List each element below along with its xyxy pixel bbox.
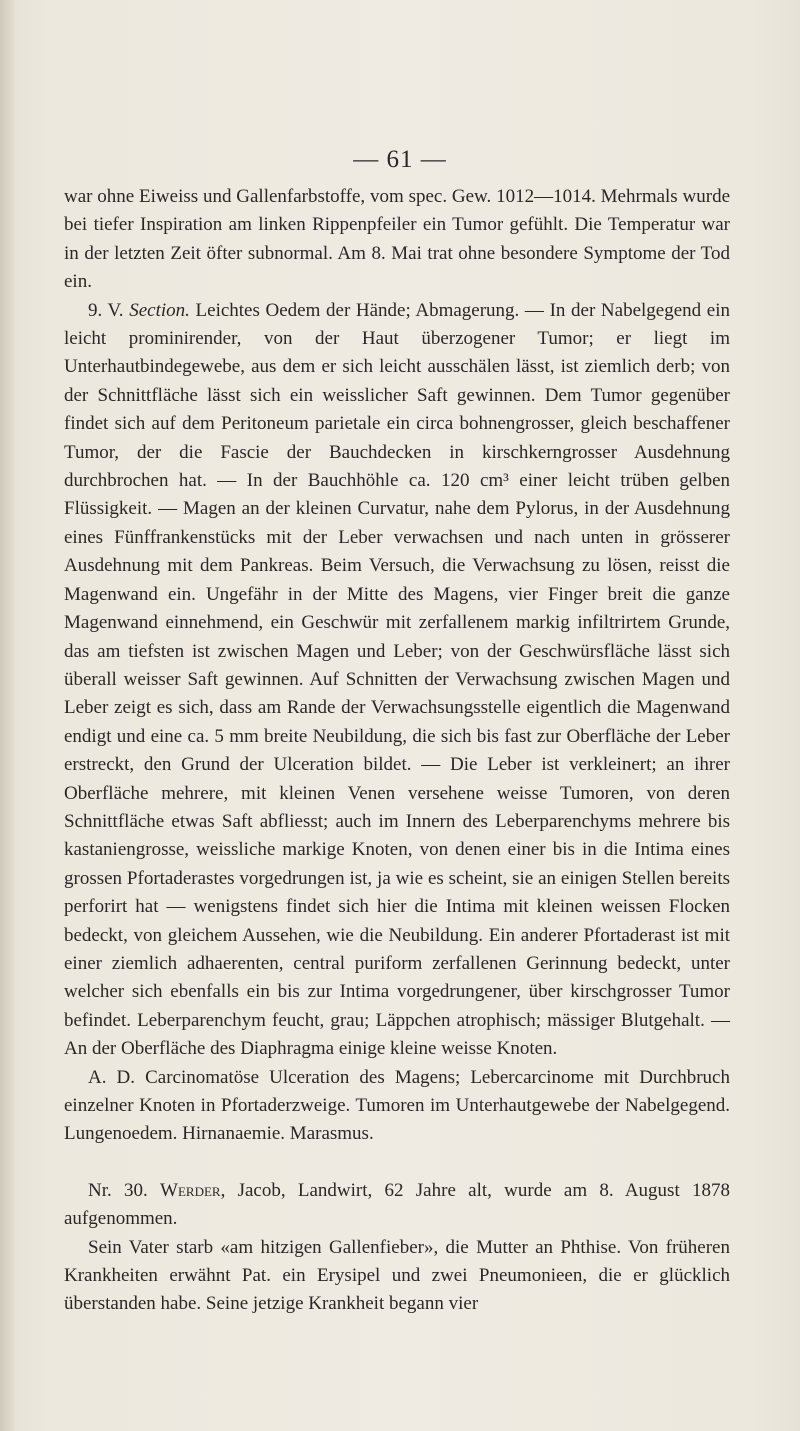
body-text <box>64 183 730 1319</box>
paragraph-2-body: Leichtes Oedem der Hände; Abmagerung. — In der Nabelgegend ein leicht prominirender, von der Haut überzogener Tumor; er liegt im Unterhautbindegewebe, aus dem er sich leicht ausschälen lässt, ist ziemlich derb; von der Schnittfläche lässt sich ein weisslicher Saft gewinnen. Dem Tumor gegenüber findet sich auf dem Peritoneum parietale ein circa bohnengrosser, gleich beschaffener Tumor, der die Fascie der Bauchdecken in kirschkerngrosser Ausdehnung durchbrochen hat. — In der Bauchhöhle ca. 120 cm³ einer leicht trüben gelben Flüssigkeit. — Magen an der kleinen Curvatur, nahe dem Pylorus, in der Ausdehnung eines Fünffrankenstücks mit der Leber verwachsen und nach unten in grösserer Ausdehnung mit dem Pankreas. Beim Versuch, die Verwachsung zu lösen, reisst die Magenwand ein. Ungefähr in der Mitte des Magens, vier Finger breit die ganze Magenwand einnehmend, ein Geschwür mit zerfallenem markig infiltrirtem Grunde, das am tiefsten ist zwischen Magen und Leber; von der Geschwürsfläche lässt sich überall weisser Saft gewinnen. Auf Schnitten der Verwachsung zwischen Magen und Leber zeigt es sich, dass am Rande der Verwachsungsstelle eigentlich die Magenwand endigt und eine ca. 5 mm breite Neubildung, die sich bis fast zur Oberfläche der Leber erstreckt, den Grund der Ulceration bildet. — Die Leber ist verkleinert; an ihrer Oberfläche mehrere, mit kleinen Venen versehene weisse Tumoren, von deren Schnittfläche etwas Saft abfliesst; auch im Innern des Leberparenchyms mehrere bis kastaniengrosse, weissliche markige Knoten, von denen einer bis in die Intima eines grossen Pfortaderastes vorgedrungen ist, ja wie es scheint, sie an einigen Stellen bereits perforirt hat — wenigstens findet sich hier die Intima mit kleinen weissen Flocken bedeckt, von gleichem Aussehen, wie die Neubildung. Ein anderer Pfortaderast ist mit einer ziemlich adhaerenten, central puriform zerfallenen Gerinnung bedeckt, unter welcher sich ebenfalls ein bis zur Intima vorgedrungener, über kirschgrosser Tumor befindet. Leberparenchym feucht, grau; Läppchen atrophisch; mässiger Blutgehalt. — An der Oberfläche des Diaphragma einige kleine weisse Knoten. <box>64 299 730 1060</box>
page-number: — 61 — <box>353 146 447 173</box>
paragraph-1: war ohne Eiweiss und Gallenfarbstoffe, vom spec. Gew. 1012—1014. Mehrmals wurde bei tiefer Inspiration am linken Rippenpfeiler ein Tumor gefühlt. Die Temperatur war in der letzten Zeit öfter subnormal. Am 8. Mai trat ohne besondere Symptome der Tod ein. <box>64 186 730 293</box>
paragraph-3-diagnosis: A. D. Carcinomatöse Ulceration des Magens; Lebercarcinome mit Durchbruch einzelner Knoten in Pfortaderzweige. Tumoren im Unterhautgewebe der Nabelgegend. Lungenoedem. Hirnanaemie. Marasmus. <box>64 1066 730 1145</box>
patient-name: Werder <box>160 1179 221 1201</box>
section-heading: Section. <box>129 299 190 321</box>
paragraph-4-case <box>64 1177 730 1234</box>
paragraph-5-history: Sein Vater starb «am hitzigen Gallenfieber», die Mutter an Phthise. Von früheren Krankheiten erwähnt Pat. ein Erysipel und zwei Pneumonieen, die er glücklich überstanden habe. Seine jetzige Krankheit begann vier <box>64 1236 730 1315</box>
paragraph-2-lead: 9. V. <box>88 299 130 321</box>
paragraph-4-body: , Jacob, Landwirt, 62 Jahre alt, wurde am 8. August 1878 aufgenommen. <box>64 1179 730 1230</box>
paragraph-2-section <box>64 297 730 1064</box>
case-number: Nr. 30. <box>88 1179 161 1201</box>
page-gutter-shadow <box>0 0 14 1431</box>
